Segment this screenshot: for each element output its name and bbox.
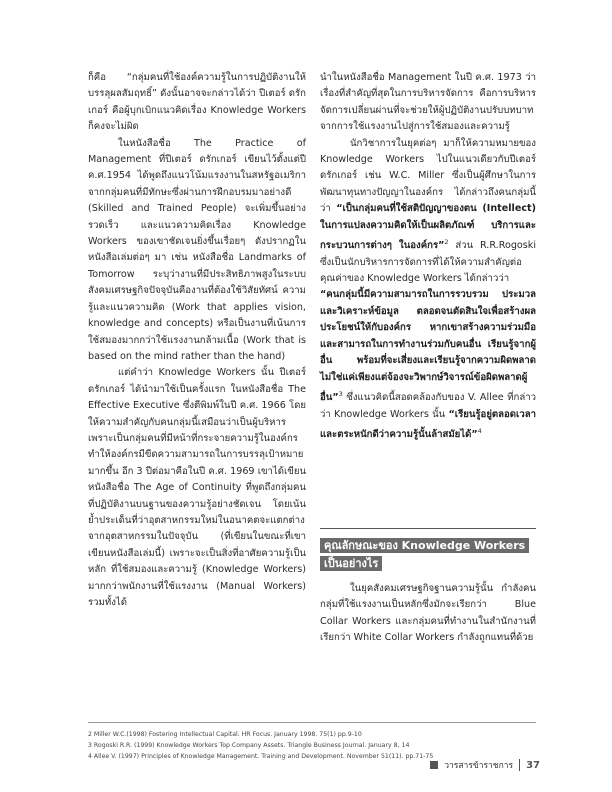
section-heading: [320, 537, 536, 573]
footnote-ref-3: 3: [338, 389, 343, 398]
section-body: ในยุคสังคมเศรษฐกิจฐานความรู้นั้น กำลังคนกลุ่มที่ใช้แรงงานเป็นหลักซึ่งมักจะเรียกว่า Blue Collar Workers และกลุ่มคนที่ทำงานในสำนักงานที่เรียกว่า White Collar Workers กำลังถูกแทนที่ด้วย: [320, 583, 536, 644]
section-block: [320, 528, 536, 656]
footnote-divider: [88, 722, 536, 723]
right-paragraph-1: นำในหนังสือชื่อ Management ในปี ค.ศ. 1973 ว่า เรื่องที่สำคัญที่สุดในการบริหารจัดการ คือการบริหารจัดการเปลี่ยนผ่านที่จะช่วยให้ผู้ปฏิบัติงานปรับบทบาทจากการใช้แรงงานไปสู่การใช้สมองและความรู้: [320, 72, 536, 133]
right-paragraph-3-after: ซึ่งแนวคิดนี้สอดคล้องกับของ V. Allee ที่กล่าวว่า Knowledge Workers นั้น: [320, 392, 536, 420]
footnote-4: 4 Allee V. (1997) Principles of Knowledge Management. Training and Development. November 51(11). pp.71-75: [88, 753, 434, 760]
page-footer: [430, 758, 540, 772]
footnote-3: 3 Rogoski R.R. (1999) Knowledge Workers Top Company Assets. Triangle Business Journal. January 8, 14: [88, 742, 410, 749]
footnote-ref-2: 2: [444, 238, 449, 247]
right-column: [320, 70, 536, 444]
journal-name: วารสารข้าราชการ: [444, 761, 514, 771]
right-paragraph-2-text: นักวิชาการในยุคต่อๆ มาก็ให้ความหมายของ Knowledge Workers ไปในแนวเดียวกับปีเตอร์ ดรักเกอร์ เช่น W.C. Miller ซึ่งเป็นผู้ศึกษาในการพัฒนาทุนทางปัญญาในองค์กร ได้กล่าวถึงคนกลุ่มนี้ว่า: [320, 137, 536, 215]
left-paragraph-3: แต่คำว่า Knowledge Workers นั้น ปีเตอร์ ดรักเกอร์ ได้นำมาใช้เป็นครั้งแรก ในหนังสือชื่อ The Effective Executive ซึ่งตีพิมพ์ในปี ค.ศ. 1966 โดยให้ความสำคัญกับคนกลุ่มนี้เสมือนว่าเป็นผู้บริหาร เพราะเป็นกลุ่มคนที่มีหน้าที่กระจายความรู้ในองค์กรทำให้องค์กรมีขีดความสามารถในการบรรลุเป้าหมายมากขึ้น อีก 3 ปีต่อมาคือในปี ค.ศ. 1969 เขาได้เขียนหนังสือชื่อ The Age of Continuity ที่พูดถึงกลุ่มคนที่ปฏิบัติงานบนฐานของความรู้อย่างชัดเจน โดยเน้นย้ำประเด็นที่ว่าอุตสาหกรรมใหม่ในอนาคตจะแตกต่างจากอุตสาหกรรมในปัจจุบัน (ที่เขียนในขณะที่เขาเขียนหนังสือเล่มนี้) เพราะจะเป็นสิ่งที่อาศัยความรู้เป็นหลัก ที่ใช้สมองและความรู้ (Knowledge Workers) มากกว่าพนักงานที่ใช้แรงงาน (Manual Workers) รวมทั้งได้: [88, 367, 306, 608]
square-icon: [430, 761, 438, 769]
left-column: [88, 70, 306, 611]
page-number: 37: [526, 759, 540, 771]
footnote-ref-4: 4: [477, 426, 482, 435]
right-paragraph-2: [320, 136, 536, 288]
allee-quote: “เรียนรู้อยู่ตลอดเวลาและตระหนักดีว่าความรู้นั้นล้าสมัยได้”: [320, 408, 536, 441]
miller-quote: “เป็นกลุ่มคนที่ใช้สติปัญญาของตน (Intellect) ในการแปลงความคิดให้เป็นผลิตภัณฑ์ บริการและกระบวนการต่างๆ ในองค์กร”: [320, 203, 536, 252]
footnote-2: 2 Miller W.C.(1998) Fostering Intellectual Capital. HR Focus. January 1998. 75(1) pp.9-10: [88, 731, 362, 738]
footer-divider: [519, 759, 520, 771]
left-paragraph-2: ในหนังสือชื่อ The Practice of Management ที่ปีเตอร์ ดรักเกอร์ เขียนไว้ตั้งแต่ปี ค.ศ.1954 ได้พูดถึงแนวโน้มแรงงานในสหรัฐอเมริกาจากกลุ่มคนที่มีทักษะซึ่งผ่านการฝึกอบรมมาอย่างดี (Skilled and Trained People) จะเพิ่มขึ้นอย่างรวดเร็ว และแนวความคิดเรื่อง Knowledge Workers ของเขาชัดเจนยิ่งขึ้นเรื่อยๆ ดังปรากฏในหนังสือเล่มต่อๆ มา เช่น หนังสือชื่อ Landmarks of Tomorrow ระบุว่างานที่มีประสิทธิภาพสูงในระบบสังคมเศรษฐกิจปัจจุบันคืองานที่ต้องใช้วิสัยทัศน์ ความรู้และแนวความคิด (Work that applies vision, knowledge and concepts) หรือเป็นงานที่เน้นการใช้สมองมากกว่าใช้แรงงานกล้ามเนื้อ (Work that is based on the mind rather than the hand): [88, 137, 306, 362]
section-heading-line-2: เป็นอย่างไร: [320, 556, 382, 571]
right-paragraph-2-after: ส่วน R.R.Rogoski ซึ่งเป็นนักบริหารการจัดการที่ได้ให้ความสำคัญต่อคุณค่าของ Knowledge Workers ได้กล่าวว่า: [320, 240, 536, 285]
rogoski-quote: “คนกลุ่มนี้มีความสามารถในการรวบรวม ประมวล และวิเคราะห์ข้อมูล ตลอดจนตัดสินใจเพื่อสร้างผลประโยชน์ให้กับองค์กร หากเขาสร้างความร่วมมือ และสามารถในการทำงานร่วมกับคนอื่น เรียนรู้จากผู้อื่น พร้อมที่จะเสี่ยงและเรียนรู้จากความผิดพลาด ไม่ใช่แค่เพียงแต่จ้องจะวิพากษ์วิจารณ์ข้อผิดพลาดผู้อื่น”: [320, 289, 536, 404]
right-paragraph-3: [320, 287, 536, 443]
left-paragraph-1: ก็คือ “กลุ่มคนที่ใช้องค์ความรู้ในการปฏิบัติงานให้บรรลุผลสัมฤทธิ์” ดังนั้นอาจจะกล่าวได้ว่า ปีเตอร์ ดรักเกอร์ คือผู้บุกเบิกแนวคิดเรื่อง Knowledge Workers ก็คงจะไม่ผิด: [88, 72, 306, 133]
section-heading-line-1: คุณลักษณะของ Knowledge Workers: [320, 538, 529, 553]
